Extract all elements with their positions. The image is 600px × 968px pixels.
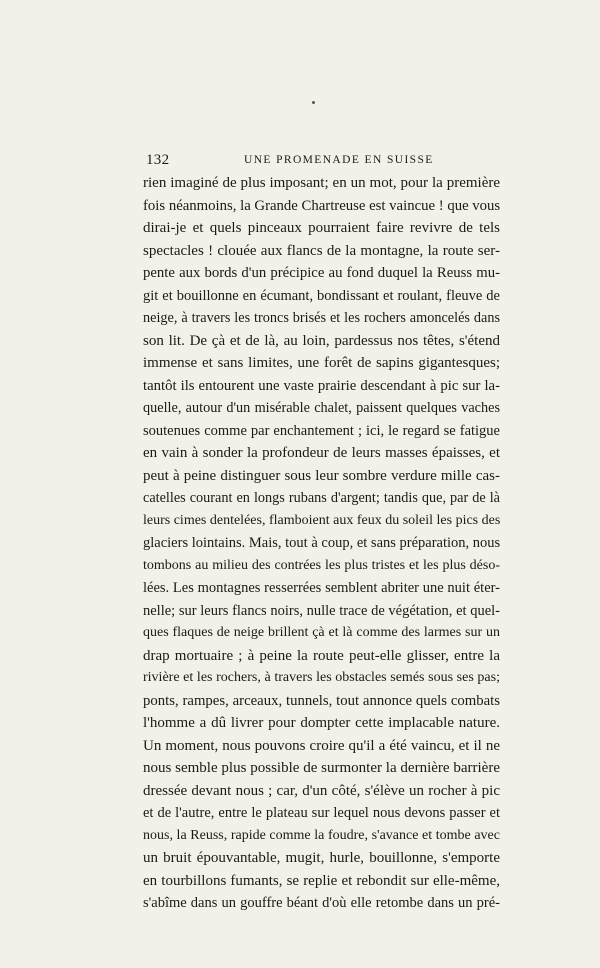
text-line: dressée devant nous ; car, d'un côté, s'élève un rocher à pic <box>143 782 500 799</box>
text-line: dirai-je et quels pinceaux pourraient faire revivre de tels <box>143 220 500 236</box>
text-line: pente aux bords d'un précipice au fond duquel la Reuss mu- <box>143 265 500 281</box>
running-head <box>146 151 500 169</box>
text-line: drap mortuaire ; à peine la route peut-elle glisser, entre la <box>143 647 500 664</box>
text-line: en vain à sonder la profondeur de leurs masses épaisses, et <box>143 445 500 461</box>
text-line: son lit. De çà et de là, au loin, pardessus nos têtes, s'étend <box>143 332 500 349</box>
text-line: ques flaques de neige brillent çà et là comme des larmes sur un <box>143 625 500 640</box>
text-line: rivière et les rochers, à travers les obstacles semés sous ses pas; <box>143 670 500 685</box>
text-line: nous, la Reuss, rapide comme la foudre, s'avance et tombe avec <box>143 827 500 843</box>
ink-speck <box>312 101 315 104</box>
page-number: 132 <box>146 152 170 168</box>
text-line: fois néanmoins, la Grande Chartreuse est vaincue ! que vous <box>143 197 500 214</box>
text-line: leurs cimes dentelées, flamboient aux feux du soleil les pics des <box>143 512 500 528</box>
text-line: Un moment, nous pouvons croire qu'il a été vaincu, et il ne <box>143 737 500 754</box>
text-line: nelle; sur leurs flancs noirs, nulle trace de végétation, et quel- <box>143 602 500 619</box>
text-line: ponts, rampes, arceaux, tunnels, tout annonce quels combats <box>143 692 500 709</box>
text-line: un bruit épouvantable, mugit, hurle, bouillonne, s'emporte <box>143 850 500 866</box>
text-line: rien imaginé de plus imposant; en un mot, pour la première <box>143 175 500 191</box>
text-line: catelles courant en longs rubans d'argent; tandis que, par de là <box>143 490 500 506</box>
text-line: s'abîme dans un gouffre béant d'où elle retombe dans un pré- <box>143 895 500 911</box>
text-line: spectacles ! clouée aux flancs de la montagne, la route ser- <box>143 242 500 259</box>
text-line: lées. Les montagnes resserrées semblent abriter une nuit éter- <box>143 580 500 596</box>
text-line: l'homme a dû livrer pour dompter cette implacable nature. <box>143 715 500 731</box>
text-line: git et bouillonne en écumant, bondissant et roulant, fleuve de <box>143 287 500 304</box>
text-line: en tourbillons fumants, se replie et rebondit sur elle-même, <box>143 872 500 889</box>
body-text <box>143 172 500 915</box>
text-line: glaciers lointains. Mais, tout à coup, et sans préparation, nous <box>143 535 500 551</box>
text-line: tombons au milieu des contrées les plus tristes et les plus déso- <box>143 557 500 573</box>
text-line: soutenues comme par enchantement ; ici, le regard se fatigue <box>143 422 500 439</box>
running-title: UNE PROMENADE EN SUISSE <box>244 154 434 166</box>
text-line: quelle, autour d'un misérable chalet, paissent quelques vaches <box>143 400 500 416</box>
text-line: tantôt ils entourent une vaste prairie descendant à pic sur la- <box>143 377 500 394</box>
text-line: et de l'autre, entre le plateau sur lequel nous devons passer et <box>143 805 500 821</box>
text-line: peut à peine distinguer sous leur sombre verdure mille cas- <box>143 467 500 484</box>
text-line: neige, à travers les troncs brisés et les rochers amoncelés dans <box>143 310 500 326</box>
text-line: immense et sans limites, une forêt de sapins gigantesques; <box>143 355 500 371</box>
text-line: nous semble plus possible de surmonter la dernière barrière <box>143 760 500 776</box>
